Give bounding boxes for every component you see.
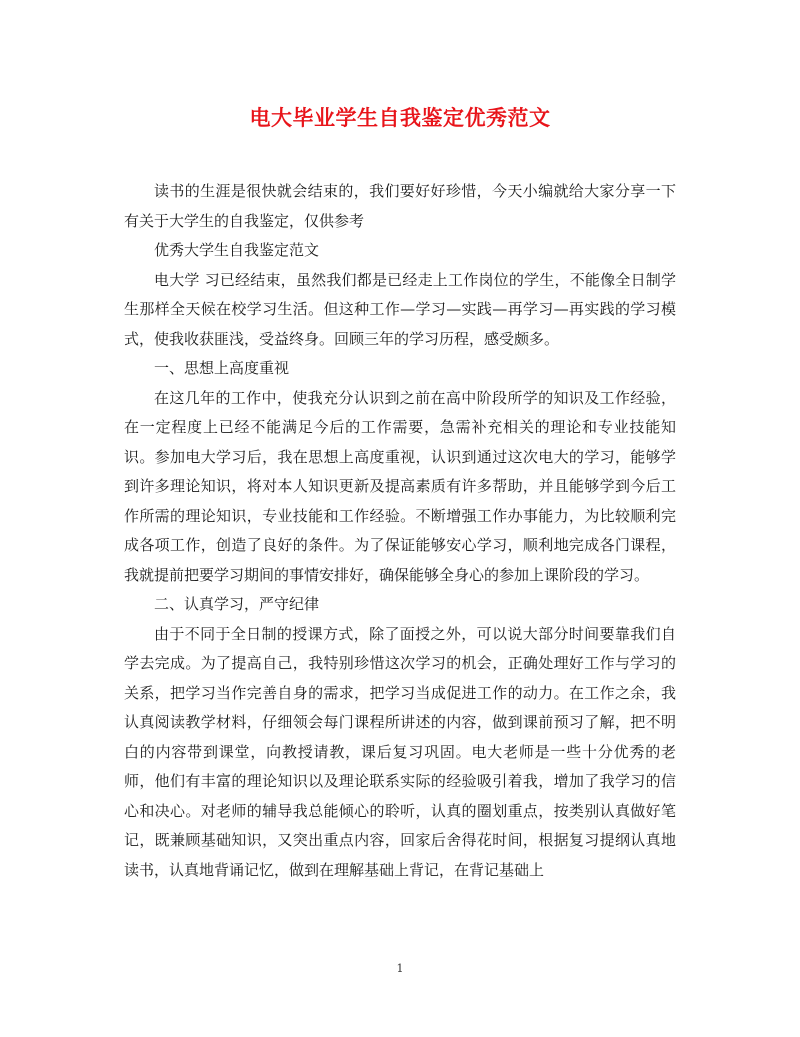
section-heading-1: 一、思想上高度重视 (154, 359, 290, 377)
body-paragraph: 电大学 习已经结束，虽然我们都是已经走上工作岗位的学生，不能像全日制学生那样全天候在校学习生活。但这种工作—学习—实践—再学习—再实践的学习模式，使我收获匪浅，受益终身。回顾三年的学习历程，感受颇多。 (124, 270, 676, 348)
intro-paragraph: 读书的生涯是很快就会结束的，我们要好好珍惜，今天小编就给大家分享一下有关于大学生的自我鉴定，仅供参考 (124, 182, 676, 230)
document-body (124, 177, 676, 885)
body-paragraph: 由于不同于全日制的授课方式，除了面授之外，可以说大部分时间要靠我们自学去完成。为了提高自己，我特别珍惜这次学习的机会，正确处理好工作与学习的关系，把学习当作完善自身的需求，把学习当成促进工作的动力。在工作之余，我认真阅读教学材料，仔细领会每门课程所讲述的内容，做到课前预习了解，把不明白的内容带到课堂，向教授请教，课后复习巩固。电大老师是一些十分优秀的老师，他们有丰富的理论知识以及理论联系实际的经验吸引着我，增加了我学习的信心和决心。对老师的辅导我总能倾心的聆听，认真的圈划重点，按类别认真做好笔记，既兼顾基础知识，又突出重点内容，回家后舍得花时间，根据复习提纲认真地读书，认真地背诵记忆，做到在理解基础上背记，在背记基础上 (124, 624, 676, 879)
page-number: 1 (396, 962, 404, 975)
subtitle-heading: 优秀大学生自我鉴定范文 (154, 241, 320, 259)
document-title: 电大毕业学生自我鉴定优秀范文 (249, 105, 551, 130)
body-paragraph: 在这几年的工作中，使我充分认识到之前在高中阶段所学的知识及工作经验，在一定程度上已经不能满足今后的工作需要，急需补充相关的理论和专业技能知识。参加电大学习后，我在思想上高度重视，认识到通过这次电大的学习，能够学到许多理论知识，将对本人知识更新及提高素质有许多帮助，并且能够学到今后工作所需的理论知识，专业技能和工作经验。不断增强工作办事能力，为比较顺利完成各项工作，创造了良好的条件。为了保证能够安心学习，顺利地完成各门课程，我就提前把要学习期间的事情安排好，确保能够全身心的参加上课阶段的学习。 (124, 388, 676, 584)
section-heading-2: 二、认真学习，严守纪律 (154, 595, 320, 613)
